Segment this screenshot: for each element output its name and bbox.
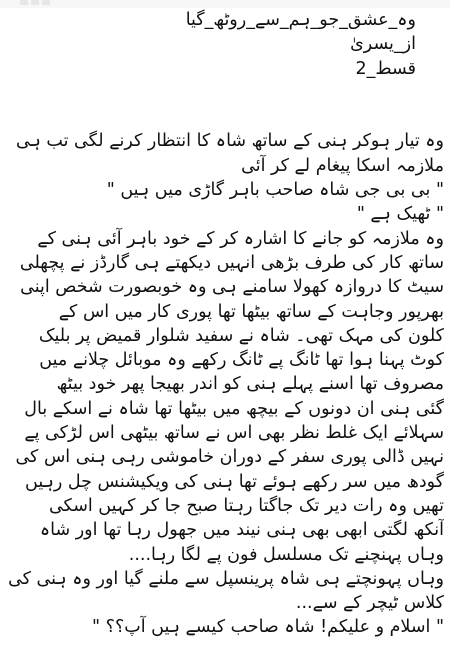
body-line: " ٹھیک ہے " xyxy=(356,204,444,225)
post-text xyxy=(6,8,444,640)
body-line: نہیں ڈالی پوری سفر کے دوران خاموشی رہی ہنی اس کی xyxy=(15,447,444,468)
paragraph-gap xyxy=(6,105,444,129)
story-author: از_یسریٰ xyxy=(350,34,416,55)
body-line: ساتھ کار کی طرف بڑھی انہیں دیکھتے ہی گارڈز نے پچھلی xyxy=(19,252,444,273)
body-line: آنکھ لگتی ابھی بھی ہنی نیند میں جھول رہا تھا اور شاہ xyxy=(39,520,444,541)
story-body xyxy=(6,129,444,639)
body-line: تھیں وہ رات دیر تک جاگتا رہتا صبح جا کر کہیں اسکی xyxy=(48,495,444,516)
body-line: وہاں پہنچنے تک مسلسل فون پے لگا رہا.... xyxy=(128,544,444,565)
body-line: " اسلام و علیکم! شاہ صاحب کیسے ہیں آپ؟؟ " xyxy=(92,617,444,638)
body-line: گئی ہنی ان دونوں کے بیچھ میں بیٹھا تھا شاہ نے اسکے بال xyxy=(24,398,444,419)
body-line: ملازمہ اسکا پیغام لے کر آئی xyxy=(241,155,444,176)
body-line: سہلائے ایک غلط نظر بھی اس نے ساتھ بیٹھی اس لڑکی پے xyxy=(24,423,444,444)
body-line: وہاں پہونچتے ہی شاہ پرینسپل سے ملنے گیا اور وہ ہنی کی xyxy=(8,568,444,589)
body-line: وہ تیار ہوکر ہنی کے ساتھ شاہ کا انتظار کرنے لگی تب ہی xyxy=(16,131,444,152)
body-line: مصروف تھا اسنے پہلے ہنی کو اندر بھیجا پھر خود بیٹھ xyxy=(56,374,444,395)
top-edge xyxy=(0,0,450,8)
story-header xyxy=(6,8,444,81)
body-line: وہ ملازمہ کو جانے کا اشارہ کر کے خود باہر آئی ہنی کے xyxy=(37,228,444,249)
body-line: " بی بی جی شاہ صاحب باہر گاڑی میں ہیں " xyxy=(106,180,444,201)
body-line: کلاس ٹیچر کے سے... xyxy=(295,593,444,614)
body-line: گودھ میں سر رکھے ہوئے تھا ہنی کی ویکیشنس چل رہیں xyxy=(25,471,444,492)
story-episode: قسط_2 xyxy=(355,58,416,79)
body-line: کوٹ پہنا ہوا تھا ٹانگ پے ٹانگ رکھے وہ موبائل چلانے میں xyxy=(39,350,444,371)
body-line: کلون کی مہک تھی۔ شاہ نے سفید شلوار قمیض پر بلیک xyxy=(38,325,444,346)
body-line: بھرپور وجاہت کے ساتھ بیٹھا تھا پوری کار میں اس کے xyxy=(58,301,444,322)
body-line: سیٹ کا دروازہ کھولا سامنے ہی وہ خوبصورت شخص اپنی xyxy=(20,277,444,298)
paragraph-gap xyxy=(6,81,444,105)
story-title: وہ_عشق_جو_ہم_سے_روٹھ_گیا xyxy=(185,10,416,30)
